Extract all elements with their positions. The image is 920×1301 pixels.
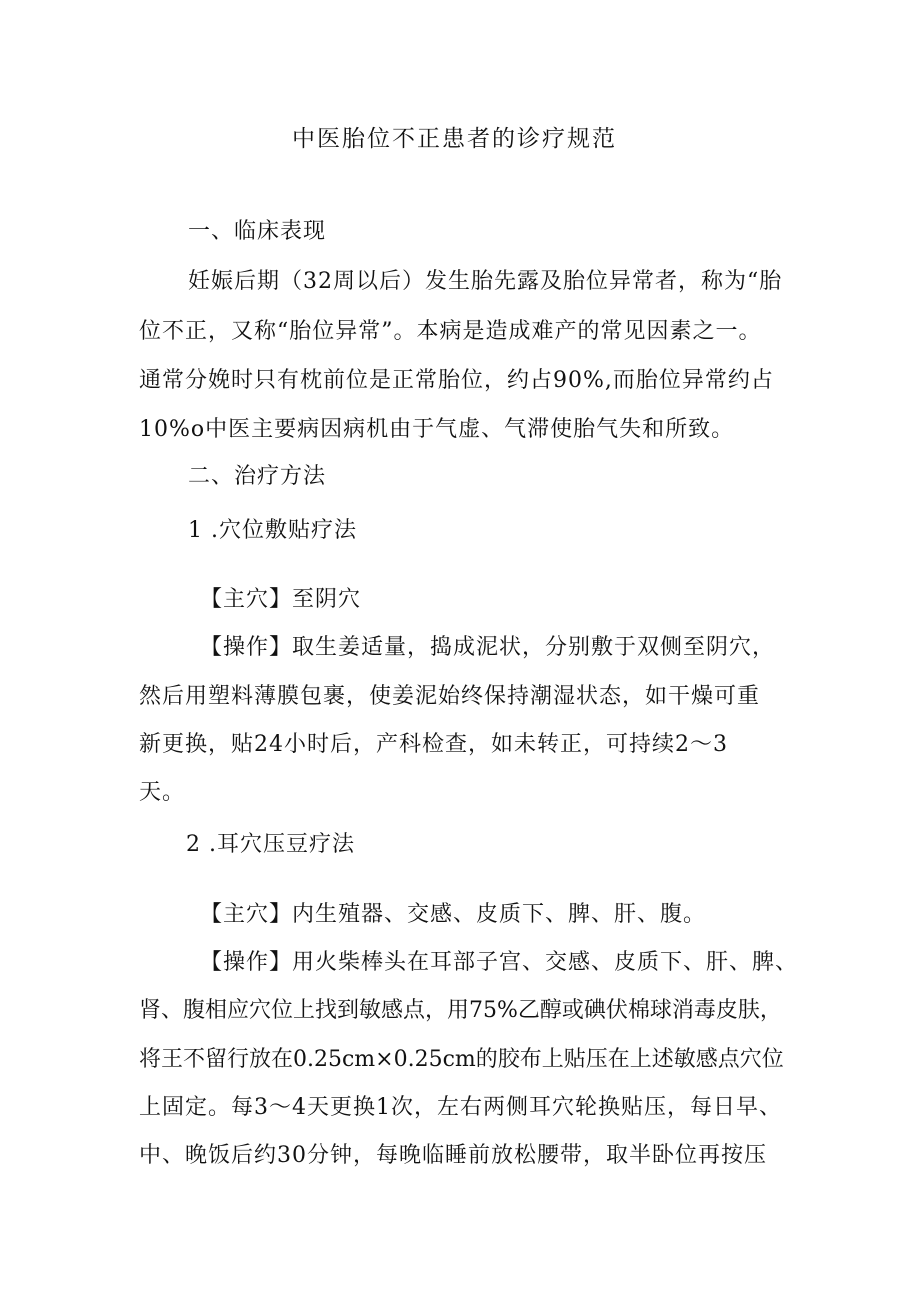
paragraph-line: 通常分娩时只有枕前位是正常胎位，约占90%,而胎位异常约占 — [139, 368, 774, 393]
operation-line: 肾、腹相应穴位上找到敏感点，用75%乙醇或碘伏棉球消毒皮肤， — [139, 998, 782, 1023]
method-heading-ear-seed: 2 .耳穴压豆疗法 — [186, 832, 355, 857]
main-points-2: 【主穴】内生殖器、交感、皮质下、脾、肝、腹。 — [200, 902, 707, 927]
paragraph-line: 位不正，又称“胎位异常”。本病是造成难产的常见因素之一。 — [139, 319, 762, 344]
operation-line: 将王不留行放在0.25cm×0.25cm的胶布上贴压在上述敏感点穴位 — [139, 1047, 784, 1072]
operation-line: 【操作】取生姜适量，捣成泥状，分别敷于双侧至阴穴， — [200, 635, 776, 660]
paragraph-line: 妊娠后期（32周以后）发生胎先露及胎位异常者，称为“胎 — [188, 269, 783, 294]
operation-line: 新更换，贴24小时后，产科检查，如未转正，可持续2～3 — [139, 732, 728, 757]
section-heading-clinical: 一、临床表现 — [188, 219, 327, 244]
paragraph-line: 10%o中医主要病因病机由于气虚、气滞使胎气失和所致。 — [139, 417, 735, 442]
section-heading-treatment: 二、治疗方法 — [188, 464, 327, 489]
operation-line: 【操作】用火柴棒头在耳部子宫、交感、皮质下、肝、脾、 — [200, 950, 799, 975]
document-title: 中医胎位不正患者的诊疗规范 — [292, 126, 617, 152]
operation-line: 中、晚饭后约30分钟，每晚临睡前放松腰带，取半卧位再按压 — [139, 1143, 767, 1168]
method-heading-acupoint-patch: 1 .穴位敷贴疗法 — [188, 518, 357, 543]
operation-line: 然后用塑料薄膜包裹，使姜泥始终保持潮湿状态，如干燥可重 — [139, 684, 761, 709]
operation-line: 上固定。每3～4天更换1次，左右两侧耳穴轮换贴压，每日早、 — [139, 1095, 782, 1120]
operation-line: 天。 — [139, 780, 186, 805]
main-points-1: 【主穴】至阴穴 — [200, 587, 362, 612]
